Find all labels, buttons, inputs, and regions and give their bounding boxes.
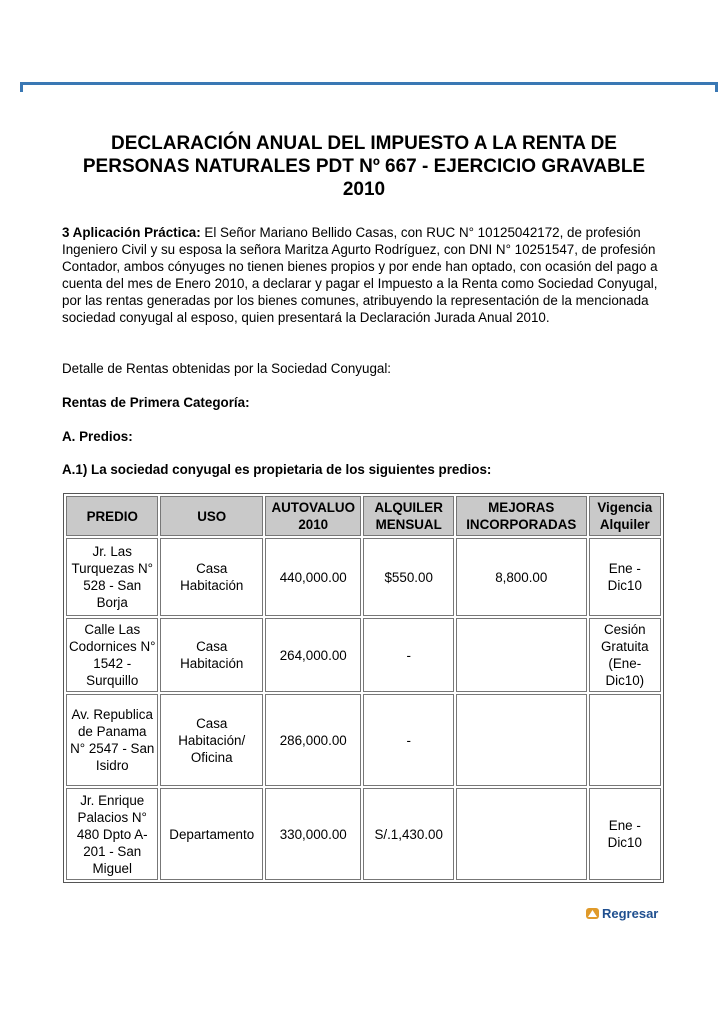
predios-heading: A. Predios: (62, 429, 133, 444)
table-row (66, 788, 661, 880)
cell-uso: Casa Habitación (160, 538, 263, 616)
intro-text: El Señor Mariano Bellido Casas, con RUC N° 10125042172, de profesión Ingeniero Civil y su esposa la señora Maritza Agurto Rodríguez, con DNI N° 10251547, de profesión Contador, ambos cónyuges no tienen bienes propios y por ende han optado, con ocasión del pago a cuenta del mes de Enero 2010, a declarar y pagar el Impuesto a la Renta como Sociedad Conyugal, por las rentas generadas por los bienes comunes, atribuyendo la representación de la mencionada sociedad conyugal al esposo, quien presentará la Declaración Jurada Anual 2010. (62, 225, 658, 325)
a1-heading: A.1) La sociedad conyugal es propietaria de los siguientes predios: (62, 462, 492, 477)
cell-alquiler: $550.00 (363, 538, 453, 616)
cell-autovaluo: 440,000.00 (265, 538, 361, 616)
cell-alquiler: - (363, 618, 453, 692)
header-vigencia: Vigencia Alquiler (589, 496, 661, 536)
predios-table (63, 493, 664, 883)
header-alquiler: ALQUILER MENSUAL (363, 496, 453, 536)
cell-predio: Av. Republica de Panama N° 2547 - San Isidro (66, 694, 158, 786)
cell-mejoras: 8,800.00 (456, 538, 587, 616)
intro-paragraph (62, 224, 668, 326)
cell-uso: Departamento (160, 788, 263, 880)
cell-vigencia (589, 694, 661, 786)
cell-mejoras (456, 618, 587, 692)
cell-mejoras (456, 788, 587, 880)
cell-alquiler: - (363, 694, 453, 786)
header-uso: USO (160, 496, 263, 536)
page-title: DECLARACIÓN ANUAL DEL IMPUESTO A LA RENTA DE PERSONAS NATURALES PDT Nº 667 - EJERCICIO GRAVABLE 2010 (82, 133, 646, 200)
cell-predio: Calle Las Codornices N° 1542 - Surquillo (66, 618, 158, 692)
regresar-link[interactable] (586, 906, 658, 921)
header-predio: PREDIO (66, 496, 158, 536)
cell-vigencia: Cesión Gratuita (Ene-Dic10) (589, 618, 661, 692)
cell-uso: Casa Habitación/ Oficina (160, 694, 263, 786)
rentas-heading: Rentas de Primera Categoría: (62, 395, 250, 410)
top-border-bar (20, 82, 718, 92)
table-row (66, 618, 661, 692)
table-row (66, 694, 661, 786)
cell-predio: Jr. Las Turquezas N° 528 - San Borja (66, 538, 158, 616)
header-mejoras: MEJORAS INCORPORADAS (456, 496, 587, 536)
table-row (66, 538, 661, 616)
detalle-text: Detalle de Rentas obtenidas por la Sociedad Conyugal: (62, 361, 392, 376)
table-header-row (66, 496, 661, 536)
cell-mejoras (456, 694, 587, 786)
cell-alquiler: S/.1,430.00 (363, 788, 453, 880)
regresar-label: Regresar (602, 906, 659, 921)
arrow-icon (586, 908, 599, 919)
cell-autovaluo: 264,000.00 (265, 618, 361, 692)
cell-vigencia: Ene - Dic10 (589, 788, 661, 880)
intro-label: 3 Aplicación Práctica: (62, 225, 201, 240)
cell-uso: Casa Habitación (160, 618, 263, 692)
cell-autovaluo: 286,000.00 (265, 694, 361, 786)
header-autovaluo: AUTOVALUO 2010 (265, 496, 361, 536)
cell-predio: Jr. Enrique Palacios N° 480 Dpto A-201 - San Miguel (66, 788, 158, 880)
cell-autovaluo: 330,000.00 (265, 788, 361, 880)
cell-vigencia: Ene - Dic10 (589, 538, 661, 616)
